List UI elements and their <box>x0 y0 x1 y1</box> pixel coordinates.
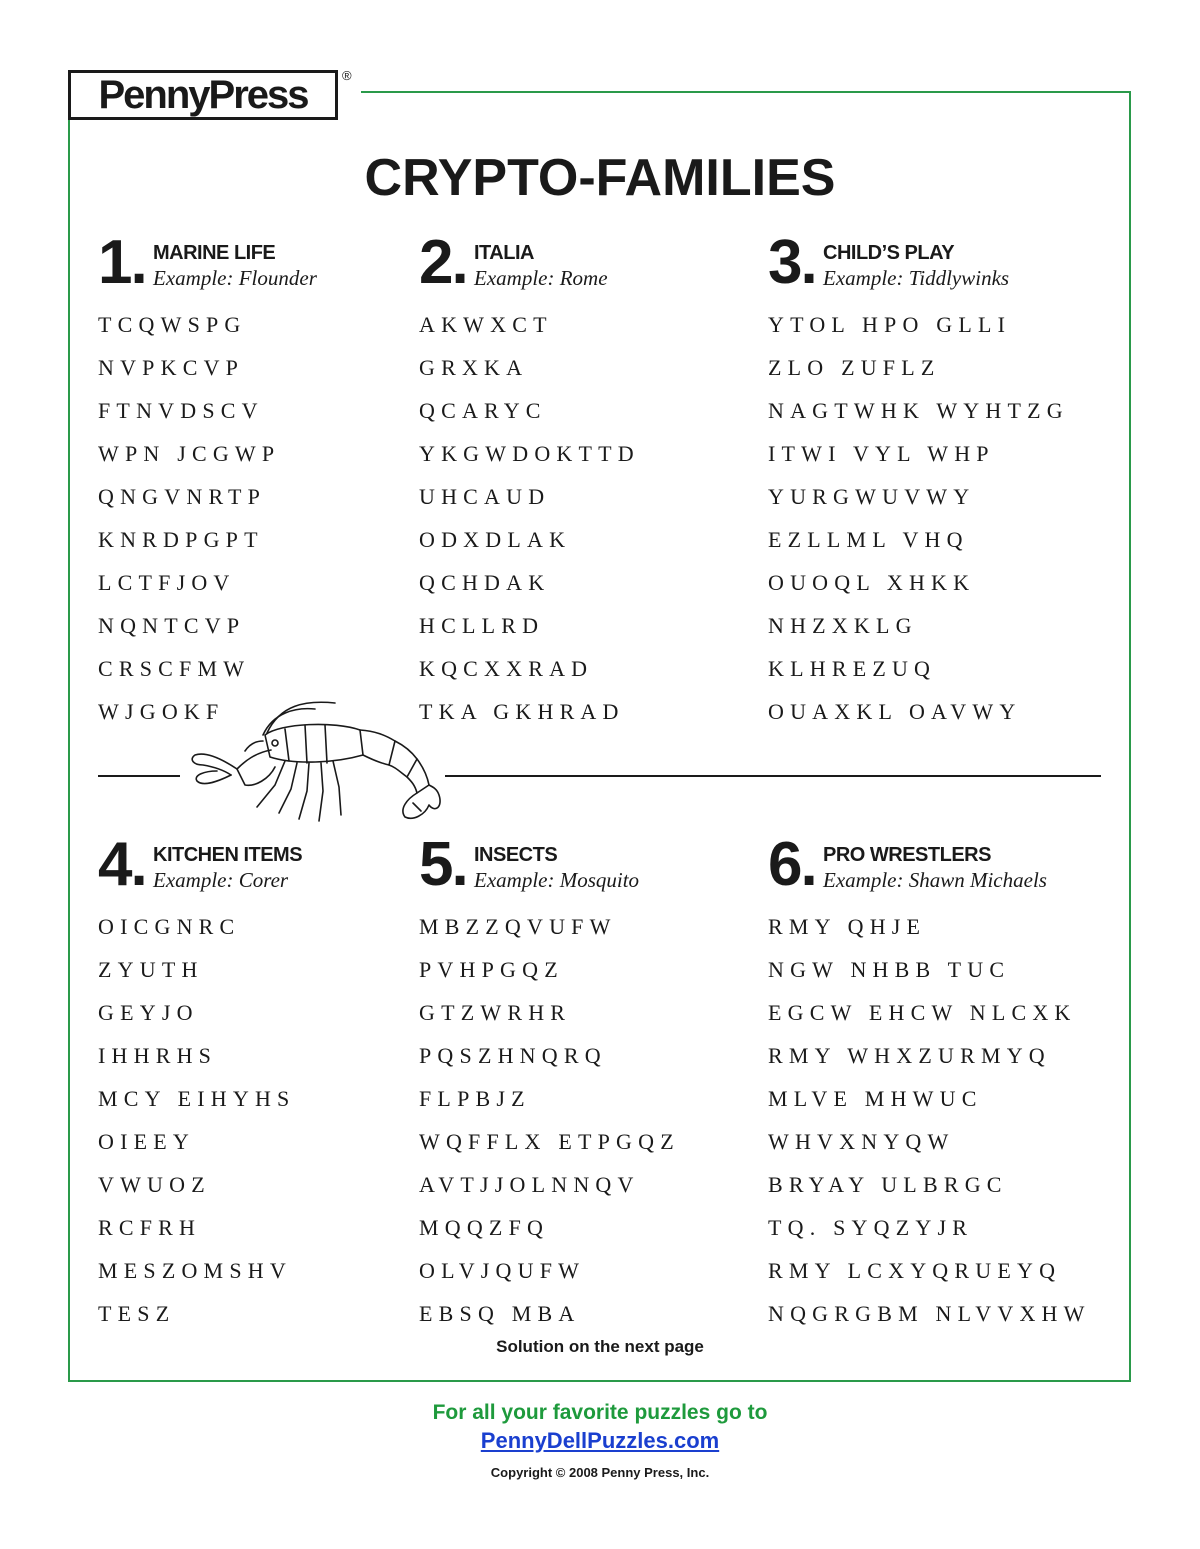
cipher-line: KQCXXRAD <box>419 656 594 681</box>
lobster-icon <box>185 695 445 830</box>
puzzle-number: 5. <box>419 830 467 899</box>
cipher-line: TKA GKHRAD <box>419 699 625 724</box>
cipher-line: HCLLRD <box>419 613 545 638</box>
cipher-line: ZLO ZUFLZ <box>768 355 941 380</box>
cipher-line: LCTFJOV <box>98 570 236 595</box>
puzzle-number: 2. <box>419 228 467 297</box>
puzzle-2 <box>419 228 759 724</box>
cipher-line: WJGOKF <box>98 699 225 724</box>
cipher-line: ODXDLAK <box>419 527 572 552</box>
puzzle-example: Example: Corer <box>153 868 289 892</box>
cipher-line: TCQWSPG <box>98 312 247 337</box>
cipher-line: UHCAUD <box>419 484 551 509</box>
cipher-line: WHVXNYQW <box>768 1129 955 1154</box>
puzzle-3 <box>768 228 1128 724</box>
cipher-line: WPN JCGWP <box>98 441 281 466</box>
puzzle-4 <box>98 830 438 1326</box>
cipher-line: TQ. SYQZYJR <box>768 1215 974 1240</box>
cipher-line: NGW NHBB TUC <box>768 957 1011 982</box>
cipher-line: PQSZHNQRQ <box>419 1043 607 1068</box>
cipher-line: FTNVDSCV <box>98 398 264 423</box>
puzzle-category: PRO WRESTLERS <box>823 844 991 866</box>
registered-mark: ® <box>342 68 352 83</box>
puzzle-example: Example: Tiddlywinks <box>823 266 1010 290</box>
cipher-line: BRYAY ULBRGC <box>768 1172 1008 1197</box>
cipher-line: NQGRGBM NLVVXHW <box>768 1301 1091 1326</box>
cipher-line: WQFFLX ETPGQZ <box>419 1129 680 1154</box>
cipher-line: OUAXKL OAVWY <box>768 699 1022 724</box>
cipher-line: EGCW EHCW NLCXK <box>768 1000 1077 1025</box>
copyright-notice: Copyright © 2008 Penny Press, Inc. <box>490 1465 710 1480</box>
cipher-line: MBZZQVUFW <box>419 914 617 939</box>
cipher-line: OUOQL XHKK <box>768 570 976 595</box>
cipher-line: EBSQ MBA <box>419 1301 581 1326</box>
cipher-line: RMY QHJE <box>768 914 927 939</box>
cipher-line: NQNTCVP <box>98 613 246 638</box>
page-title: CRYPTO-FAMILIES <box>364 149 836 207</box>
section-divider-left <box>98 775 180 777</box>
cipher-line: IHHRHS <box>98 1043 218 1068</box>
cipher-list <box>419 914 680 1344</box>
puzzle-example: Example: Mosquito <box>474 868 640 892</box>
section-divider-right <box>445 775 1101 777</box>
cipher-line: AVTJJOLNNQV <box>419 1172 640 1197</box>
cipher-line: MLVE MHWUC <box>768 1086 983 1111</box>
puzzle-example: Example: Flounder <box>153 266 317 290</box>
cipher-list <box>419 312 640 742</box>
cipher-line: MQQZFQ <box>419 1215 550 1240</box>
cipher-line: GRXKA <box>419 355 529 380</box>
cipher-line: PVHPGQZ <box>419 957 564 982</box>
puzzle-category: MARINE LIFE <box>153 242 276 264</box>
cipher-line: KLHREZUQ <box>768 656 937 681</box>
cipher-list <box>98 914 295 1344</box>
pennypress-logo <box>68 70 338 120</box>
cipher-line: KNRDPGPT <box>98 527 264 552</box>
cipher-list <box>768 312 1069 742</box>
puzzle-number: 4. <box>98 830 146 899</box>
cipher-list <box>98 312 280 742</box>
puzzle-category: ITALIA <box>474 242 534 264</box>
cipher-line: QNGVNRTP <box>98 484 267 509</box>
cipher-line: CRSCFMW <box>98 656 251 681</box>
puzzle-category: KITCHEN ITEMS <box>153 844 303 866</box>
cipher-line: QCHDAK <box>419 570 551 595</box>
cipher-line: OICGNRC <box>98 914 241 939</box>
cipher-list <box>768 914 1091 1344</box>
cipher-line: ZYUTH <box>98 957 204 982</box>
cipher-line: NAGTWHK WYHTZG <box>768 398 1069 423</box>
cipher-line: RCFRH <box>98 1215 202 1240</box>
cipher-line: RMY LCXYQRUEYQ <box>768 1258 1062 1283</box>
cipher-line: ITWI VYL WHP <box>768 441 995 466</box>
cipher-line: VWUOZ <box>98 1172 211 1197</box>
puzzle-number: 3. <box>768 228 816 297</box>
cipher-line: EZLLML VHQ <box>768 527 969 552</box>
puzzle-1 <box>98 228 438 724</box>
cipher-line: GTZWRHR <box>419 1000 572 1025</box>
cipher-line: MCY EIHYHS <box>98 1086 296 1111</box>
cipher-line: RMY WHXZURMYQ <box>768 1043 1051 1068</box>
cipher-line: GEYJO <box>98 1000 199 1025</box>
cipher-line: YTOL HPO GLLI <box>768 312 1012 337</box>
cipher-line: QCARYC <box>419 398 547 423</box>
cipher-line: NHZXKLG <box>768 613 918 638</box>
cipher-line: NVPKCVP <box>98 355 245 380</box>
puzzle-6 <box>768 830 1128 1326</box>
solution-note: Solution on the next page <box>496 1337 704 1356</box>
puzzle-category: CHILD’S PLAY <box>823 242 955 264</box>
cipher-line: OLVJQUFW <box>419 1258 586 1283</box>
puzzle-example: Example: Shawn Michaels <box>823 868 1047 892</box>
promo-text: For all your favorite puzzles go to <box>432 1401 768 1424</box>
cipher-line: OIEEY <box>98 1129 195 1154</box>
cipher-line: FLPBJZ <box>419 1086 531 1111</box>
logo-text: PennyPress <box>98 73 308 117</box>
cipher-line: TESZ <box>98 1301 176 1326</box>
site-link[interactable]: PennyDellPuzzles.com <box>480 1428 720 1453</box>
puzzle-number: 6. <box>768 830 816 899</box>
puzzle-category: INSECTS <box>474 844 558 866</box>
cipher-line: YKGWDOKTTD <box>419 441 640 466</box>
puzzle-example: Example: Rome <box>474 266 608 290</box>
puzzle-number: 1. <box>98 228 146 297</box>
cipher-line: YURGWUVWY <box>768 484 976 509</box>
cipher-line: MESZOMSHV <box>98 1258 292 1283</box>
puzzle-5 <box>419 830 759 1326</box>
cipher-line: AKWXCT <box>419 312 553 337</box>
